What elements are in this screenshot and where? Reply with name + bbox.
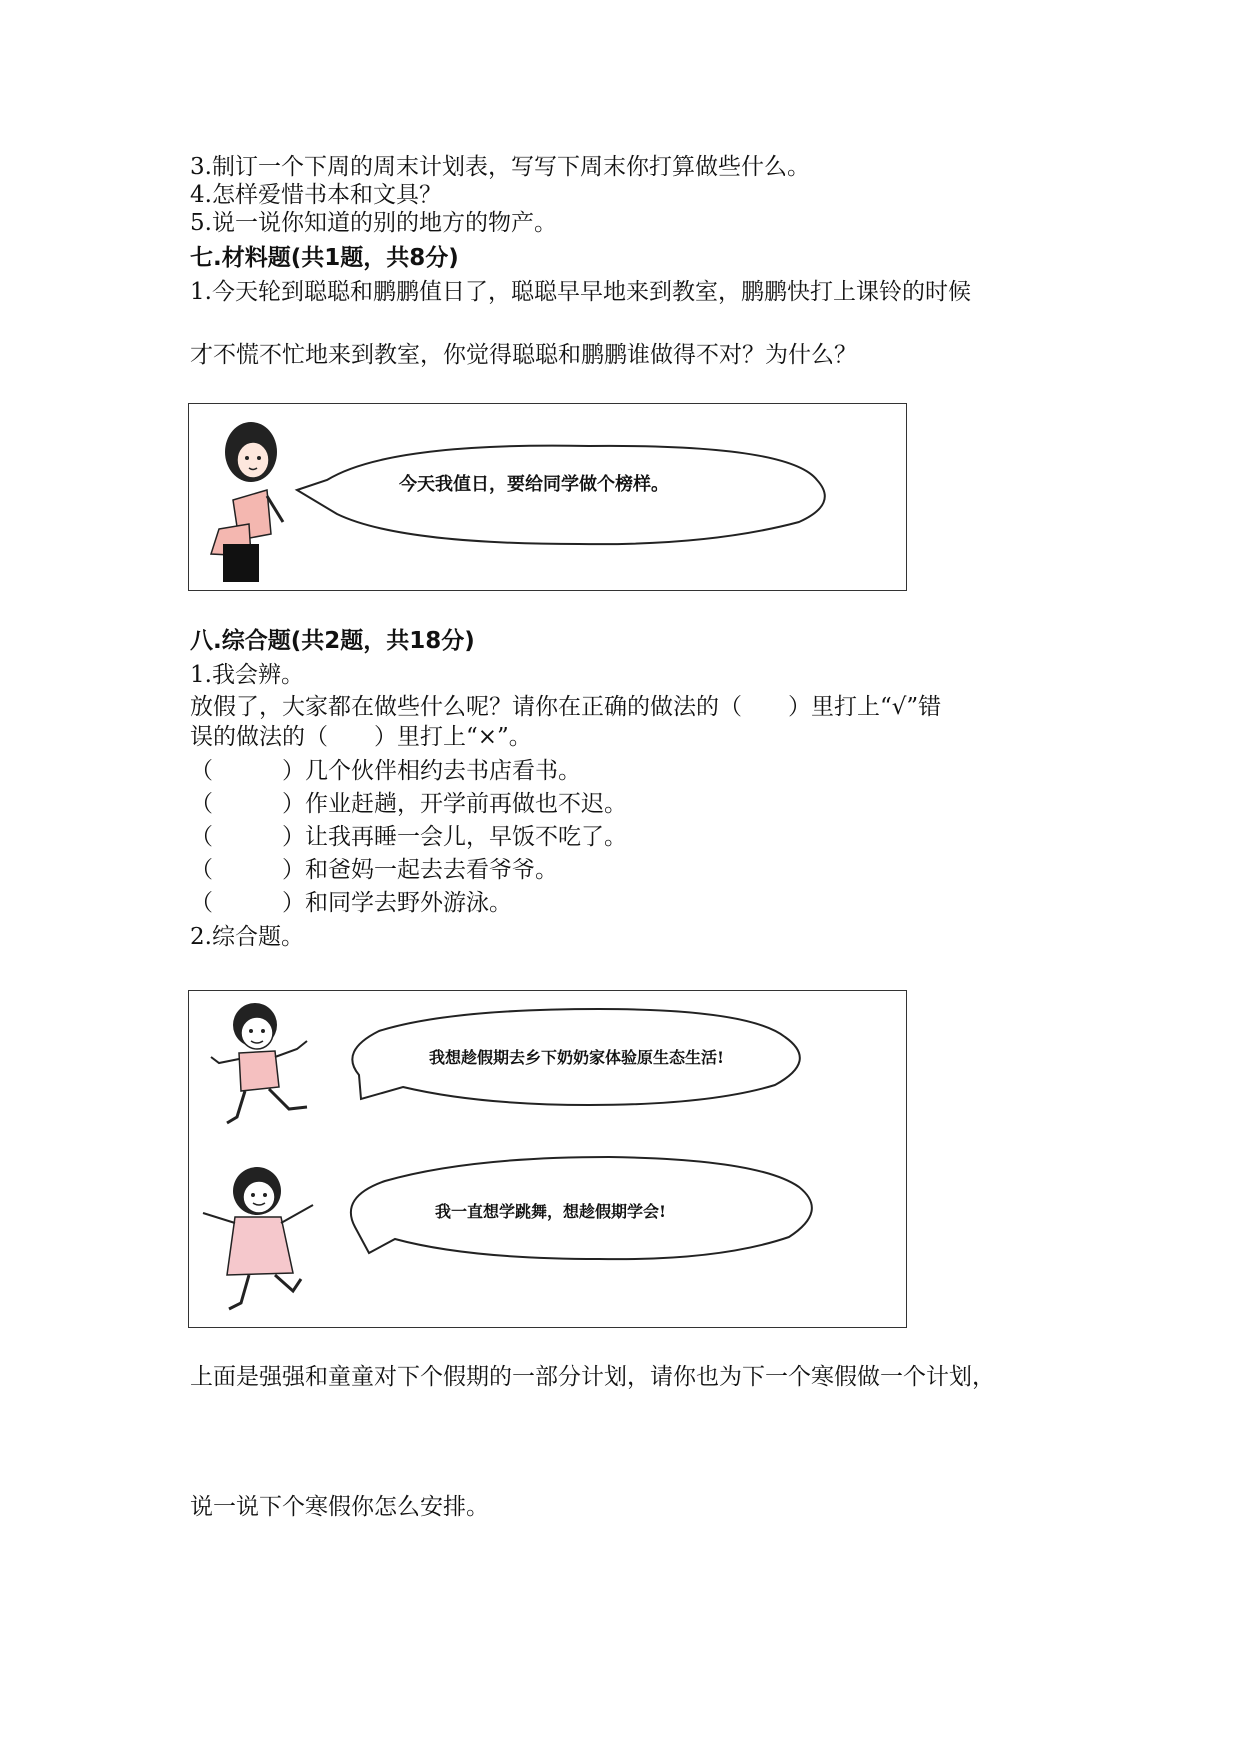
girl-figure-icon xyxy=(211,422,283,582)
section-7-heading: 七.材料题(共1题，共8分) xyxy=(190,245,459,271)
material-image-box xyxy=(188,403,907,591)
list-item: （ ）和同学去野外游泳。 xyxy=(190,890,512,916)
answer-blank[interactable]: （ ） xyxy=(190,758,305,784)
girl-on-duty-illustration xyxy=(189,404,906,590)
question-4: 4.怎样爱惜书本和文具？ xyxy=(190,182,442,208)
answer-blank[interactable]: （ ） xyxy=(190,890,305,916)
section-8-q2-title: 2.综合题。 xyxy=(190,924,304,950)
section-8-q1-instr-line2: 误的做法的（ ）里打上“×”。 xyxy=(190,724,532,750)
section-8-heading: 八.综合题(共2题，共18分) xyxy=(190,628,475,654)
section-8-q1-title: 1.我会辨。 xyxy=(190,662,304,688)
bubble-text-boy: 我想趁假期去乡下奶奶家体验原生态生活! xyxy=(429,1048,725,1067)
list-item: （ ）几个伙伴相约去书店看书。 xyxy=(190,758,581,784)
answer-blank[interactable]: （ ） xyxy=(190,791,305,817)
question-3: 3.制订一个下周的周末计划表，写写下周末你打算做些什么。 xyxy=(190,154,810,180)
section-7-q1-line2: 才不慌不忙地来到教室，你觉得聪聪和鹏鹏谁做得不对？为什么？ xyxy=(190,342,857,368)
list-item: （ ）作业赶趟，开学前再做也不迟。 xyxy=(190,791,627,817)
section-8-q2-line2: 说一说下个寒假你怎么安排。 xyxy=(190,1494,489,1520)
answer-blank[interactable]: （ ） xyxy=(190,824,305,850)
section-8-q1-instr-line1: 放假了，大家都在做些什么呢？请你在正确的做法的（ ）里打上“√”错 xyxy=(190,694,942,720)
list-item: （ ）让我再睡一会儿，早饭不吃了。 xyxy=(190,824,627,850)
boy-figure-icon xyxy=(211,1003,307,1123)
answer-blank[interactable]: （ ） xyxy=(190,857,305,883)
question-5: 5.说一说你知道的别的地方的物产。 xyxy=(190,210,557,236)
bubble-text: 今天我值日，要给同学做个榜样。 xyxy=(399,474,669,495)
bubble-text-girl: 我一直想学跳舞，想趁假期学会! xyxy=(435,1202,667,1221)
children-plans-illustration xyxy=(189,991,906,1327)
list-item: （ ）和爸妈一起去去看爷爷。 xyxy=(190,857,558,883)
plan-image-box xyxy=(188,990,907,1328)
section-8-q2-line1: 上面是强强和童童对下个假期的一部分计划，请你也为下一个寒假做一个计划， xyxy=(190,1364,995,1390)
girl-dancing-figure-icon xyxy=(203,1167,313,1309)
section-7-q1-line1: 1.今天轮到聪聪和鹏鹏值日了，聪聪早早地来到教室，鹏鹏快打上课铃的时候 xyxy=(190,279,971,305)
